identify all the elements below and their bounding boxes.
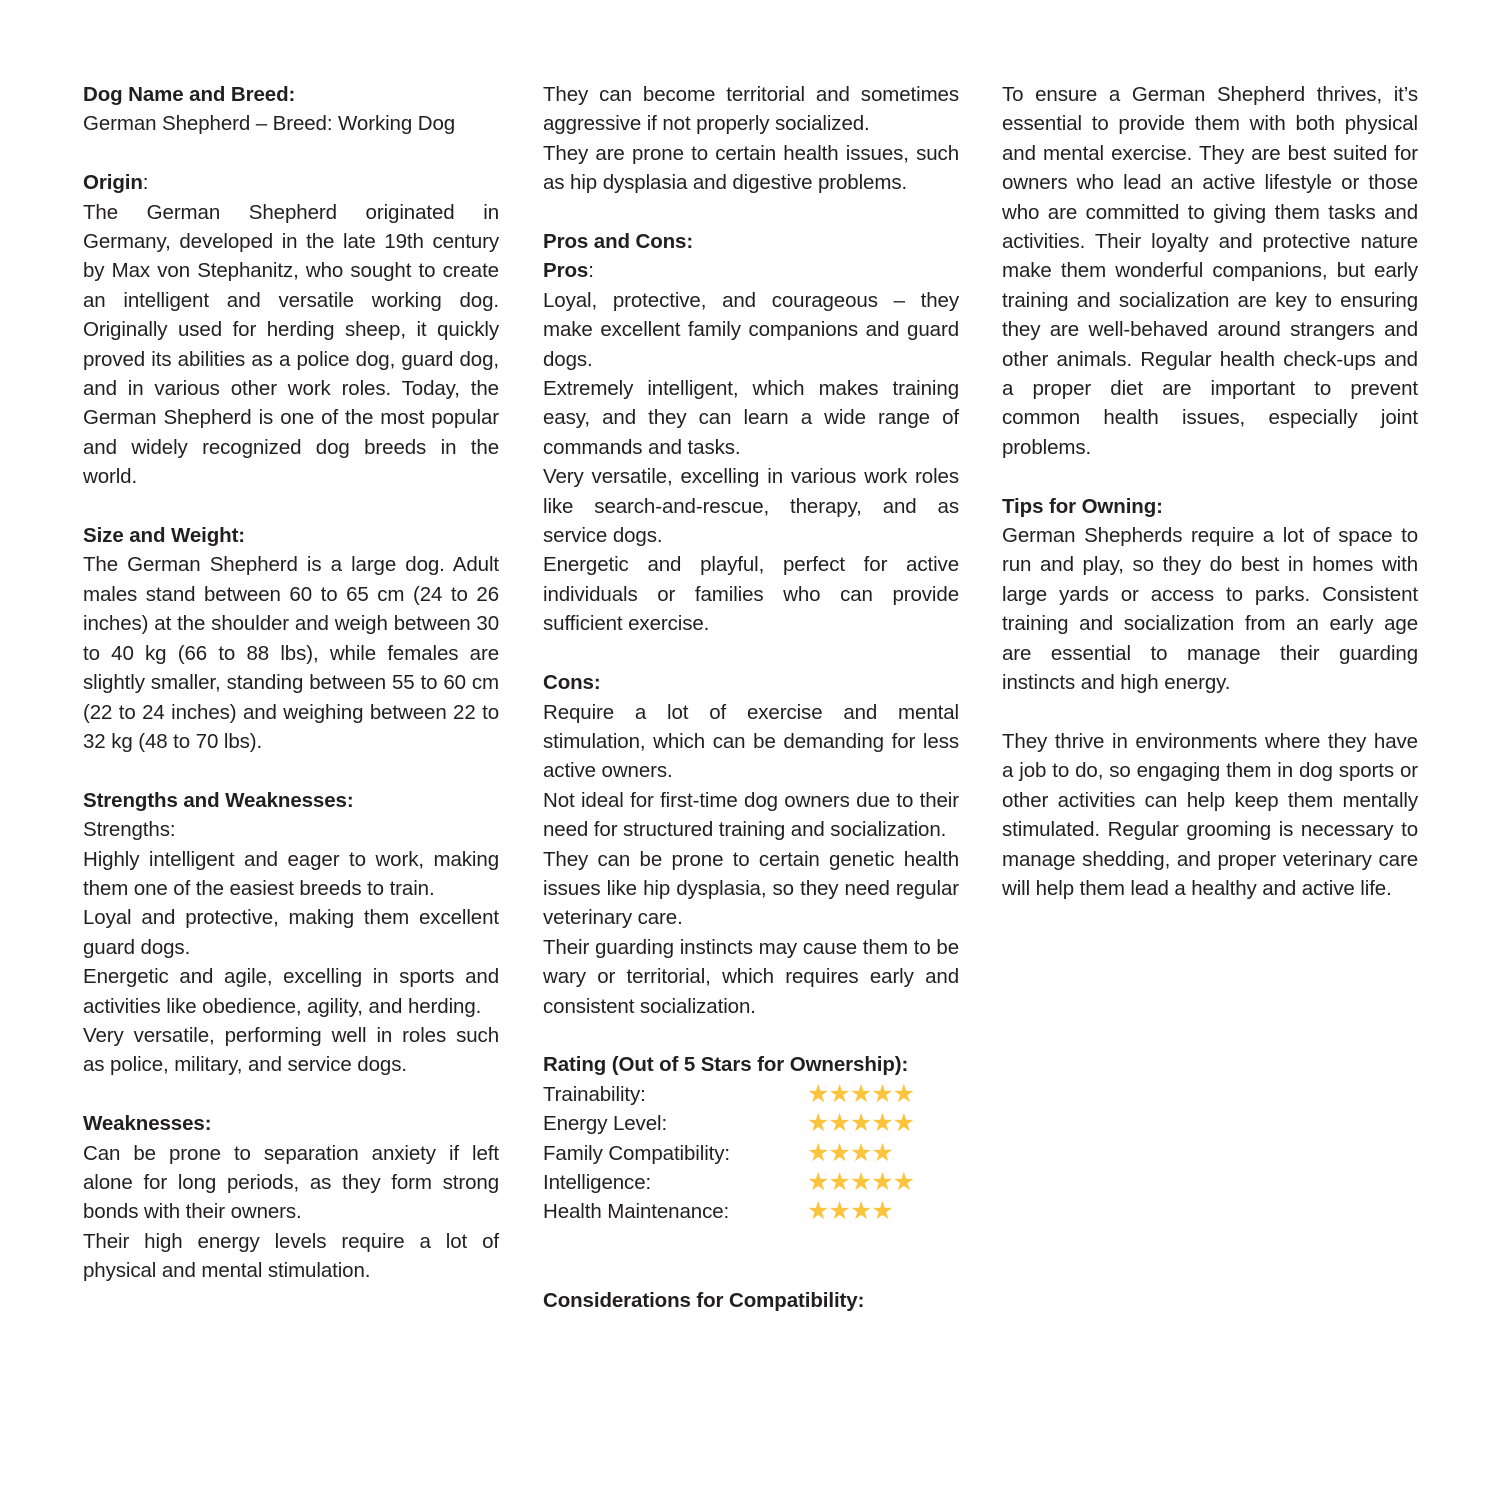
column-2 <box>543 80 959 1315</box>
pros-cons-heading: Pros and Cons: <box>543 230 694 254</box>
weaknesses-heading: Weaknesses: <box>83 1112 212 1136</box>
spacer <box>83 492 499 521</box>
strengths-weaknesses-heading: Strengths and Weaknesses: <box>83 788 354 812</box>
spacer <box>543 198 959 227</box>
pros-heading-colon: : <box>588 259 594 283</box>
column-1 <box>83 80 499 1286</box>
star-rating-icon: ★★★★★ <box>807 1167 915 1196</box>
spacer <box>543 1021 959 1050</box>
spacer <box>83 139 499 168</box>
strengths-label: Strengths: <box>83 818 176 842</box>
pros-heading-text: Pros <box>543 259 589 283</box>
pros-heading <box>543 256 959 285</box>
spacer <box>1002 462 1418 491</box>
strength-item: Highly intelligent and eager to work, making them one of the easiest breeds to train. <box>83 847 499 900</box>
rating-label: Family Compatibility: <box>543 1141 730 1165</box>
spacer <box>83 756 499 785</box>
origin-text: The German Shepherd originated in Germany, developed in the late 19th century by Max von Stephanitz, who sought to create an intelligent and versatile working dog. Originally used for herding sheep, it quickly proved its abilities as a police dog, guard dog, and in various other work roles. Today, the German Shepherd is one of the most popular and widely recognized dog breeds in the world. <box>83 200 499 489</box>
size-heading: Size and Weight: <box>83 524 246 548</box>
weakness-item: Can be prone to separation anxiety if left alone for long periods, as they form strong bonds with their owners. <box>83 1141 499 1224</box>
rating-row-health-maintenance <box>543 1197 959 1226</box>
strength-item: Very versatile, performing well in roles such as police, military, and service dogs. <box>83 1023 499 1077</box>
star-rating-icon: ★★★★ <box>807 1138 893 1167</box>
spacer <box>543 1256 959 1285</box>
spacer <box>83 1080 499 1109</box>
spacer <box>543 639 959 668</box>
rating-label: Intelligence: <box>543 1170 652 1194</box>
rating-label: Trainability: <box>543 1082 646 1106</box>
tips-heading: Tips for Owning: <box>1002 494 1163 518</box>
considerations-text: To ensure a German Shepherd thrives, it’s essential to provide them with both physical and mental exercise. They are best suited for owners who lead an active lifestyle or those who are committed to giving them tasks and activities. Their loyalty and protective nature make them wonderful companions, but early training and socialization are key to ensuring they are well-behaved around strangers and other animals. Regular health check-ups and a proper diet are important to prevent common health issues, especially joint problems. <box>1002 83 1418 459</box>
pro-item: Energetic and playful, perfect for active individuals or families who can provide sufficient exercise. <box>543 553 959 636</box>
con-item: They can be prone to certain genetic health issues like hip dysplasia, so they need regular veterinary care. <box>543 847 959 930</box>
spacer <box>543 1227 959 1256</box>
rating-row-energy-level <box>543 1109 959 1138</box>
strength-item: Energetic and agile, excelling in sports and activities like obedience, agility, and herding. <box>83 965 499 1018</box>
rating-label: Energy Level: <box>543 1112 668 1136</box>
tips-paragraph: German Shepherds require a lot of space to run and play, so they do best in homes with large yards or access to parks. Consistent training and socialization from an early age are essential to manage their guarding instincts and high energy. <box>1002 524 1418 695</box>
rating-label: Health Maintenance: <box>543 1200 730 1224</box>
weakness-item: They can become territorial and sometimes aggressive if not properly socialized. <box>543 83 959 136</box>
star-rating-icon: ★★★★ <box>807 1197 893 1226</box>
star-rating-icon: ★★★★★ <box>807 1109 915 1138</box>
considerations-heading: Considerations for Compatibility: <box>543 1288 865 1312</box>
con-item: Their guarding instincts may cause them to be wary or territorial, which requires early and consistent socialization. <box>543 935 959 1018</box>
pro-item: Loyal, protective, and courageous – they make excellent family companions and guard dogs. <box>543 288 959 371</box>
origin-heading <box>83 168 499 197</box>
weakness-item: Their high energy levels require a lot of physical and mental stimulation. <box>83 1229 499 1283</box>
pro-item: Very versatile, excelling in various work roles like search-and-rescue, therapy, and as service dogs. <box>543 465 959 548</box>
con-item: Not ideal for first-time dog owners due to their need for structured training and socialization. <box>543 788 959 842</box>
tips-paragraph: They thrive in environments where they have a job to do, so engaging them in dog sports or other activities can help keep them mentally stimulated. Regular grooming is necessary to manage shedding, and proper veterinary care will help them lead a healthy and active life. <box>1002 729 1418 900</box>
column-3 <box>1002 80 1418 903</box>
origin-heading-text: Origin <box>83 171 143 195</box>
rating-row-intelligence <box>543 1168 959 1197</box>
con-item: Require a lot of exercise and mental stimulation, which can be demanding for less active owners. <box>543 700 959 783</box>
dog-name-heading: Dog Name and Breed: <box>83 83 296 106</box>
dog-name-value: German Shepherd – Breed: Working Dog <box>83 112 456 136</box>
cons-heading: Cons: <box>543 671 601 695</box>
rating-heading: Rating (Out of 5 Stars for Ownership): <box>543 1053 909 1077</box>
pro-item: Extremely intelligent, which makes training easy, and they can learn a wide range of commands and tasks. <box>543 377 959 459</box>
rating-row-trainability <box>543 1080 959 1109</box>
strength-item: Loyal and protective, making them excellent guard dogs. <box>83 906 499 959</box>
star-rating-icon: ★★★★★ <box>807 1079 915 1108</box>
origin-heading-colon: : <box>142 171 149 195</box>
weakness-item: They are prone to certain health issues, such as hip dysplasia and digestive problems. <box>543 141 959 195</box>
spacer <box>1002 698 1418 727</box>
size-text: The German Shepherd is a large dog. Adult males stand between 60 to 65 cm (24 to 26 inches) at the shoulder and weigh between 30 to 40 kg (66 to 88 lbs), while females are slightly smaller, standing between 55 to 60 cm (22 to 24 inches) and weighing between 22 to 32 kg (48 to 70 lbs). <box>83 553 499 753</box>
rating-row-family-compatibility <box>543 1139 959 1168</box>
